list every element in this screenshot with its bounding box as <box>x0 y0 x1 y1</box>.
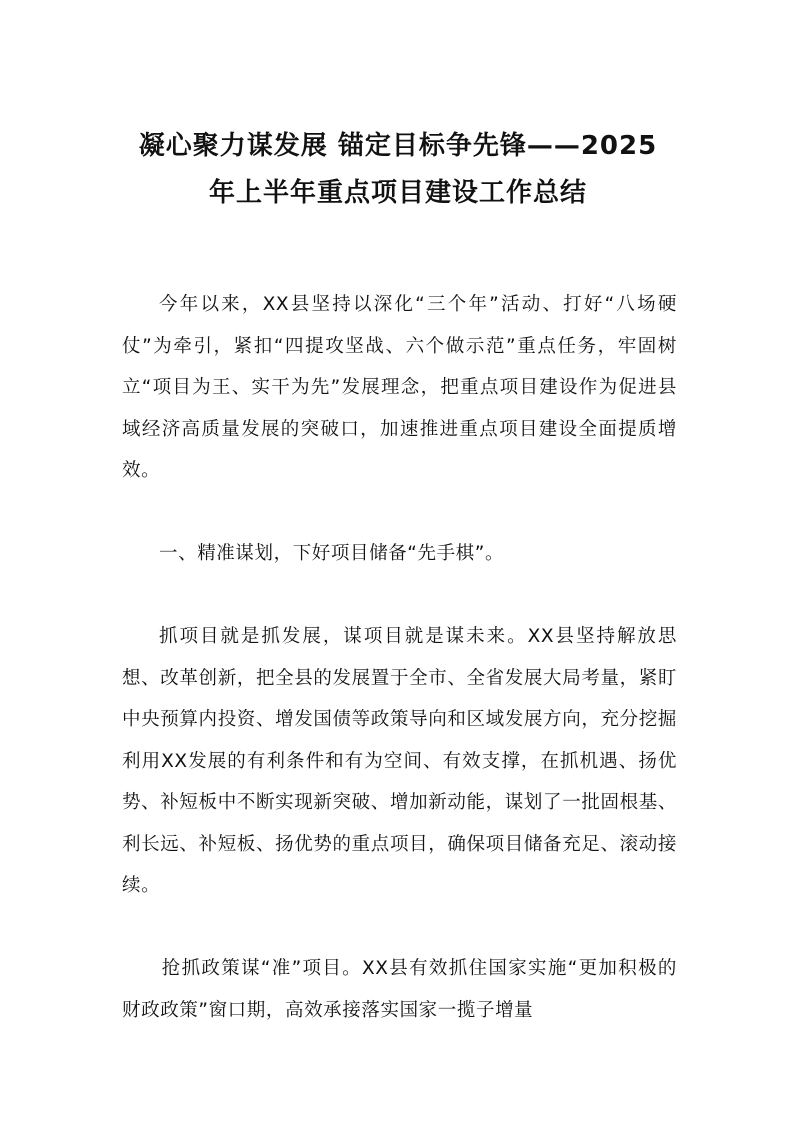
document-title-line-1: 凝心聚力谋发展 锚定目标争先锋——2025 <box>138 131 658 161</box>
intro-paragraph: 今年以来，XX县坚持以深化“三个年”活动、打好“八场硬仗”为牵引，紧扣“四提攻坚战、六个做示范”重点任务，牢固树立“项目为王、实干为先”发展理念，把重点项目建设作为促进县域经济高质量发展的突破口，加速推进重点项目建设全面提质增效。 <box>122 294 677 481</box>
section-1-paragraph-1: 抓项目就是抓发展，谋项目就是谋未来。XX县坚持解放思想、改革创新，把全县的发展置于全市、全省发展大局考量，紧盯中央预算内投资、增发国债等政策导向和区域发展方向，充分挖掘利用XX发展的有利条件和有为空间、有效支撑，在抓机遇、扬优势、补短板中不断实现新突破、增加新动能，谋划了一批固根基、利长远、补短板、扬优势的重点项目，确保项目储备充足、滚动接续。 <box>122 626 677 896</box>
section-heading-1: 一、精准谋划，下好项目储备“先手棋”。 <box>159 543 505 564</box>
section-1-paragraph-2: 抢抓政策谋“准”项目。XX县有效抓住国家实施“更加积极的财政政策”窗口期，高效承接落实国家一揽子增量 <box>122 958 677 1021</box>
document-title-line-2: 年上半年重点项目建设工作总结 <box>208 178 587 208</box>
